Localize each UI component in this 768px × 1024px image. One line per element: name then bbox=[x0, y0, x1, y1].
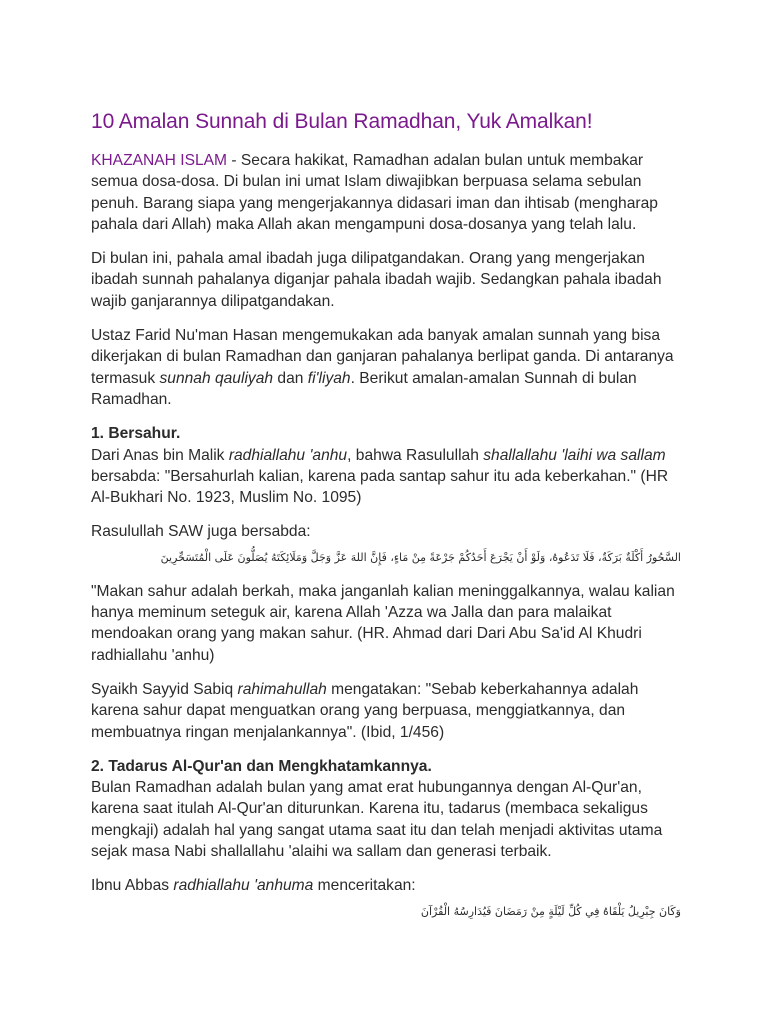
section-2: 2. Tadarus Al-Qur'an dan Mengkhatamkannya. Bulan Ramadhan adalah bulan yang amat erat hubungannya dengan Al-Qur'an, karena saat itulah Al-Qur'an diturunkan. Karena itu, tadarus (membaca sekaligus mengkaji) adalah hal yang sangat utama saat itu dan telah menjadi aktivitas utama sejak masa Nabi shallallahu 'alaihi wa sallam dan generasi terbaik. bbox=[91, 756, 681, 862]
paragraph-intro: KHAZANAH ISLAM - Secara hakikat, Ramadhan adalan bulan untuk membakar semua dosa-dosa. Di bulan ini umat Islam diwajibkan berpuasa selama sebulan penuh. Barang siapa yang mengerjakannya didasari iman dan ihtisab (mengharap pahala dari Allah) maka Allah akan mengampuni dosa-dosanya yang telah lalu. bbox=[91, 152, 658, 233]
paragraph-7: Syaikh Sayyid Sabiq rahimahullah mengatakan: "Sebab keberkahannya adalah karena sahur dapat menguatkan orang yang berpuasa, menggiatkannya, dan membuatnya ringan menjalankannya". (Ibid, 1/456) bbox=[91, 680, 639, 741]
arabic-hadith-1: السَّحُورُ أَكْلَةٌ بَرَكَةٌ، فَلَا تَدَعُوهُ، وَلَوْ أَنْ يَجْرَعَ أَحَدُكُمْ جَرْعَةً مِنْ مَاءٍ، فَإِنَّ اللهَ عَزَّ وَجَلَّ وَمَلَائِكَتَهُ يُصَلُّونَ عَلَى الْمُتَسَحِّرِينَ bbox=[160, 550, 681, 564]
paragraph-2: Di bulan ini, pahala amal ibadah juga dilipatgandakan. Orang yang mengerjakan ibadah sunnah pahalanya diganjar pahala ibadah wajib. Sedangkan pahala ibadah wajib ganjarannya dilipatgandakan. bbox=[91, 250, 662, 310]
source-label: KHAZANAH ISLAM bbox=[91, 152, 228, 169]
section-1: 1. Bersahur. Dari Anas bin Malik radhiallahu 'anhu, bahwa Rasulullah shallallahu 'laihi wa sallam bersabda: "Bersahurlah kalian, karena pada santap sahur itu ada keberkahan." (HR Al-Bukhari No. 1923, Muslim No. 1095) bbox=[91, 423, 681, 508]
arabic-hadith-2: وَكَانَ جِبْرِيلُ يَلْقَاهُ فِي كُلِّ لَيْلَةٍ مِنْ رَمَضَانَ فَيُدَارِسُهُ الْقُرْآنَ bbox=[420, 904, 681, 918]
paragraph-9: Ibnu Abbas radhiallahu 'anhuma menceritakan: bbox=[91, 877, 416, 895]
article-title: 10 Amalan Sunnah di Bulan Ramadhan, Yuk Amalkan! bbox=[91, 110, 593, 133]
section-2-heading: 2. Tadarus Al-Qur'an dan Mengkhatamkannya. bbox=[91, 757, 432, 775]
article bbox=[91, 108, 681, 935]
paragraph-5: Rasulullah SAW juga bersabda: bbox=[91, 523, 311, 541]
section-1-heading: 1. Bersahur. bbox=[91, 425, 181, 443]
paragraph-6: "Makan sahur adalah berkah, maka janganlah kalian meninggalkannya, walau kalian hanya meminum seteguk air, karena Allah 'Azza wa Jalla dan para malaikat mendoakan orang yang makan sahur. (HR. Ahmad dari Dari Abu Sa'id Al Khudri radhiallahu 'anhu) bbox=[91, 582, 675, 664]
paragraph-3: Ustaz Farid Nu'man Hasan mengemukakan ada banyak amalan sunnah yang bisa dikerjakan di bulan Ramadhan dan ganjaran pahalanya berlipat ganda. Di antaranya termasuk sunnah qauliyah dan fi'liyah. Berikut amalan-amalan Sunnah di bulan Ramadhan. bbox=[91, 327, 674, 408]
